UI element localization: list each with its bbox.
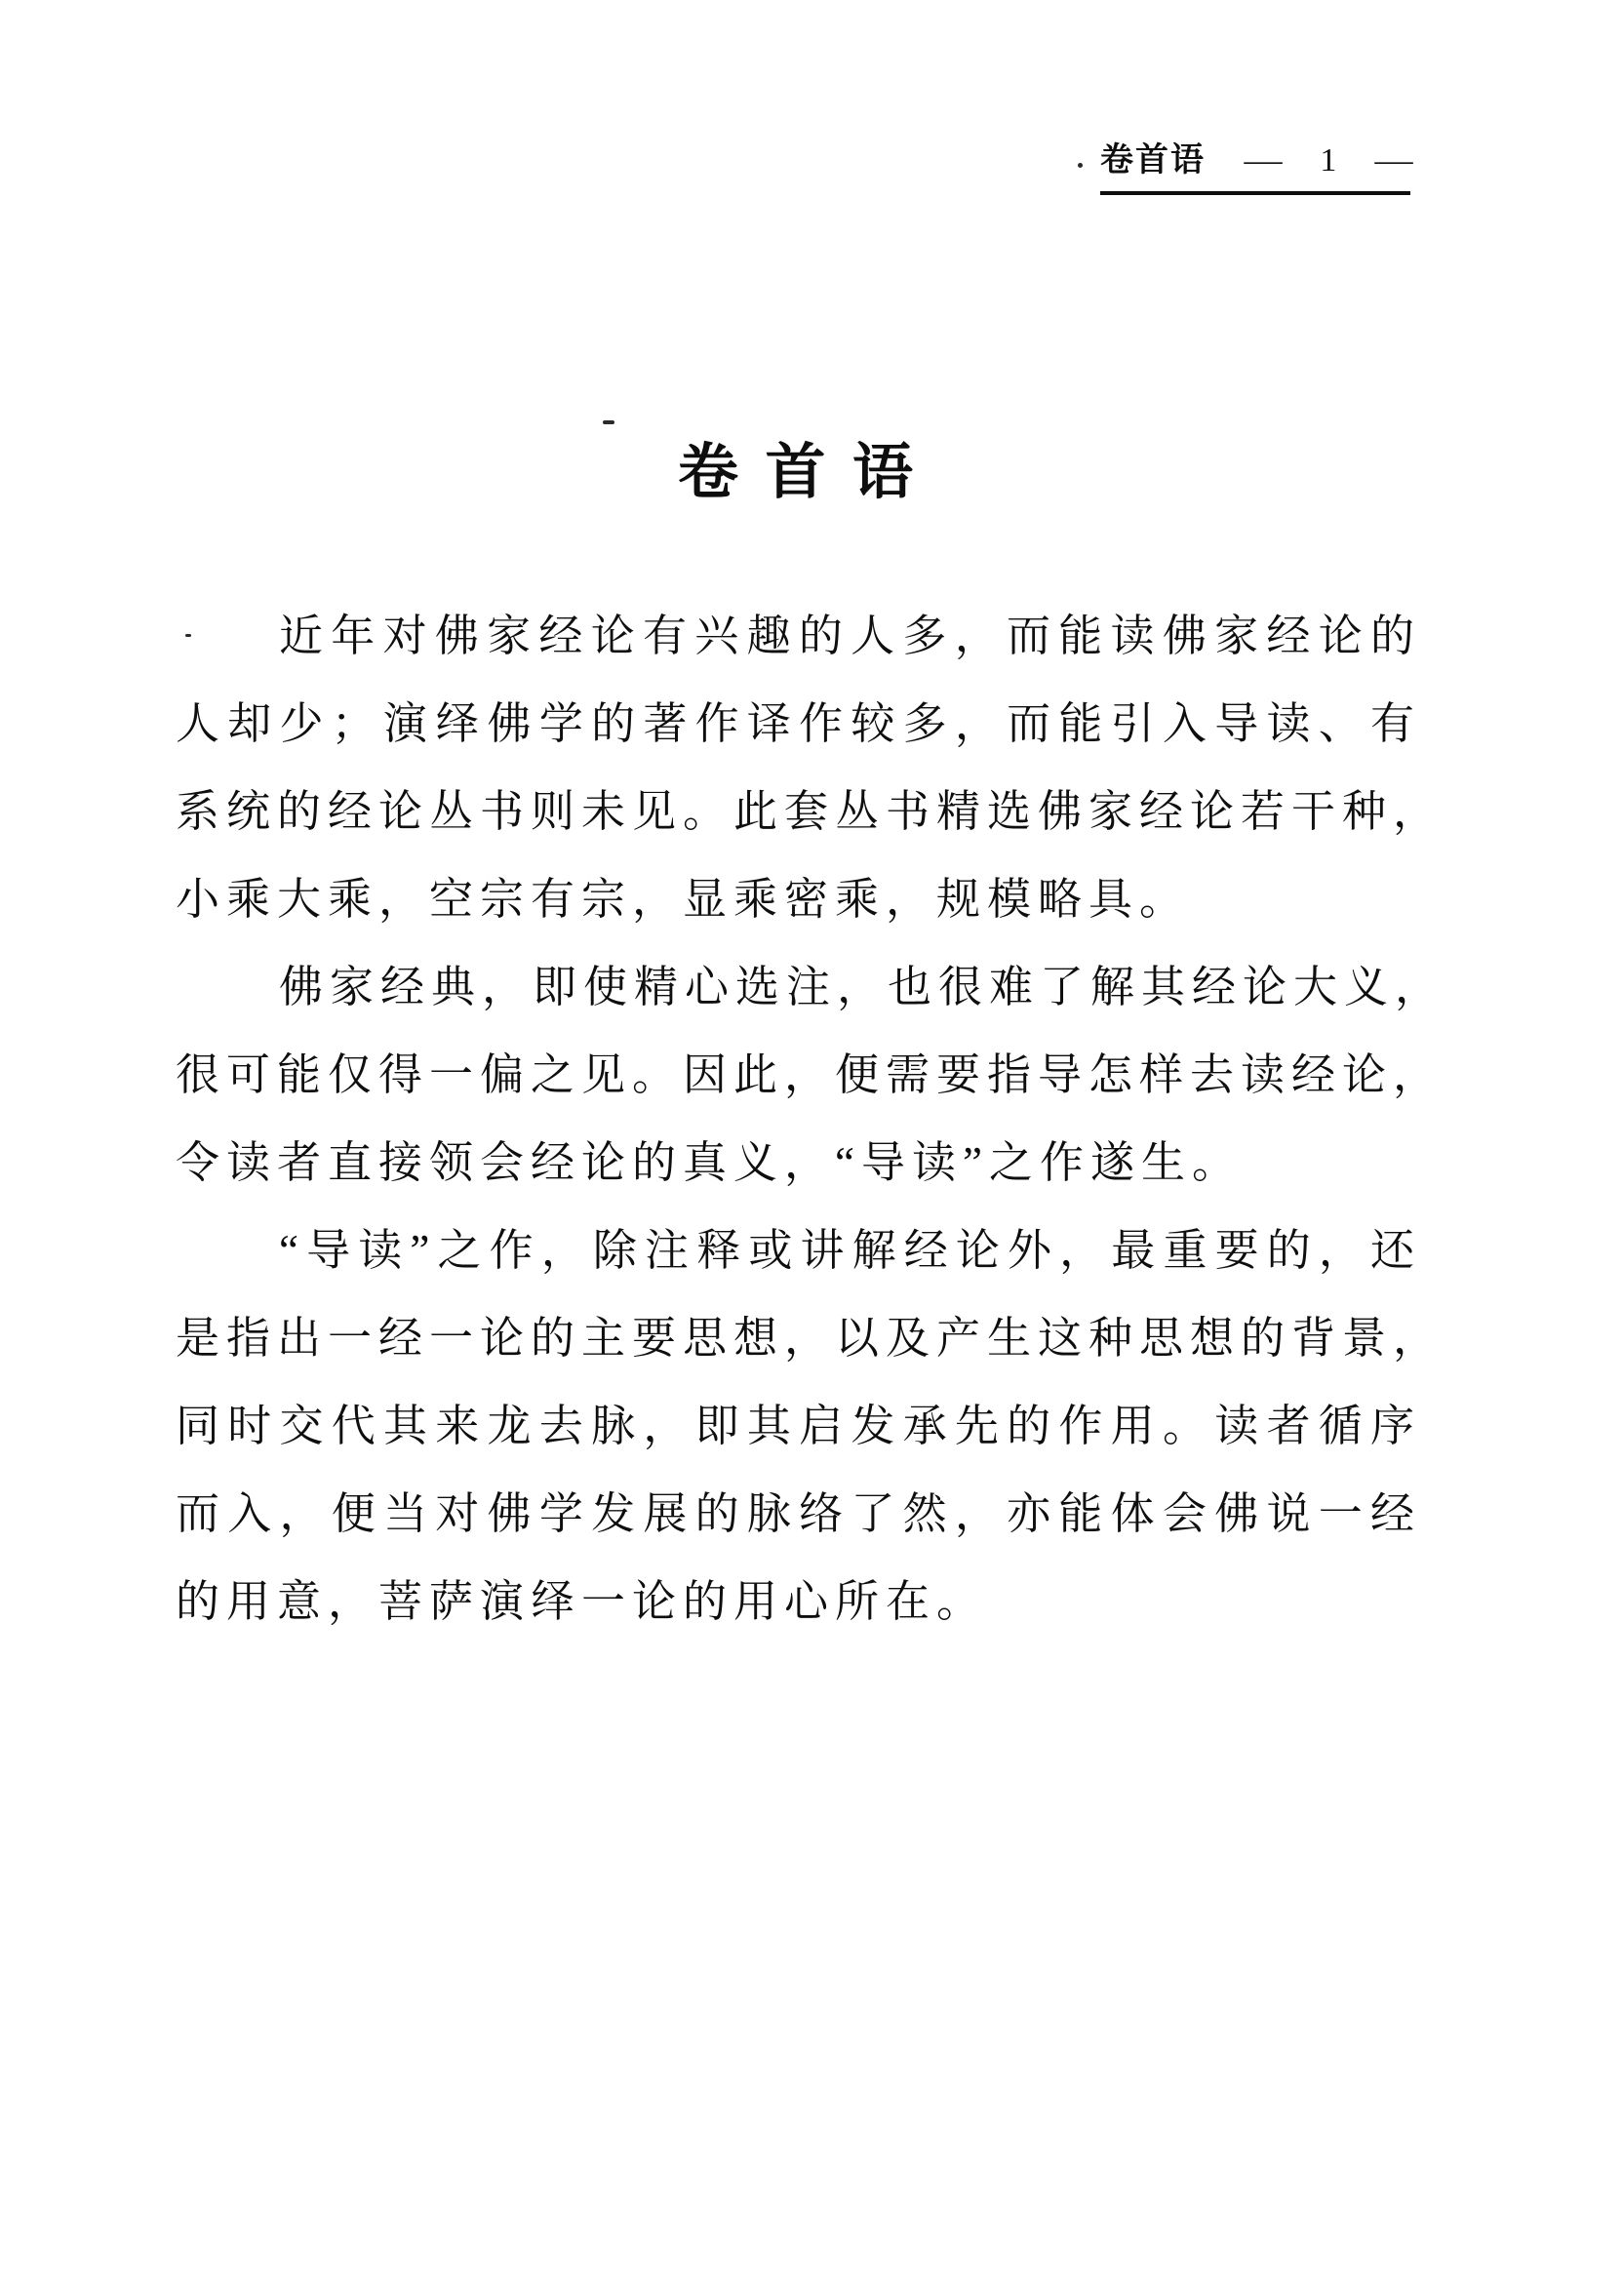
page-number-dash-right: — (1374, 142, 1413, 178)
page-title: 卷 首 语 (677, 439, 919, 506)
text-line: 系统的经论丛书则未见。此套丛书精选佛家经论若干种， (176, 787, 1445, 836)
text-line: 令读者直接领会经论的真义，“导读”之作遂生。 (176, 1138, 1243, 1187)
page-number-dash-left: — (1244, 142, 1283, 178)
text-line: 近年对佛家经论有兴趣的人多，而能读佛家经论的 (279, 612, 1421, 660)
scan-speck (1078, 163, 1083, 168)
text-line: 的用意，菩萨演绎一论的用心所在。 (176, 1577, 988, 1626)
text-line: 小乘大乘，空宗有宗，显乘密乘，规模略具。 (176, 875, 1191, 924)
text-line: 佛家经典，即使精心选注，也很难了解其经论大义， (279, 963, 1446, 1011)
running-header-section-title: 卷首语 (1100, 142, 1206, 178)
running-header (1100, 142, 1413, 195)
text-line: “导读”之作，除注释或讲解经论外，最重要的，还 (279, 1226, 1421, 1275)
body-text (176, 592, 1446, 1645)
text-line: 同时交代其来龙去脉，即其启发承先的作用。读者循序 (176, 1402, 1421, 1450)
page-number: 1 (1320, 142, 1337, 178)
text-line: 是指出一经一论的主要思想，以及产生这种思想的背景， (176, 1314, 1445, 1363)
text-line: 人却少；演绎佛学的著作译作较多，而能引入导读、有 (176, 699, 1421, 748)
text-line: 而入，便当对佛学发展的脉络了然，亦能体会佛说一经 (176, 1489, 1421, 1538)
text-line: 很可能仅得一偏之见。因此，便需要指导怎样去读经论， (176, 1050, 1445, 1099)
